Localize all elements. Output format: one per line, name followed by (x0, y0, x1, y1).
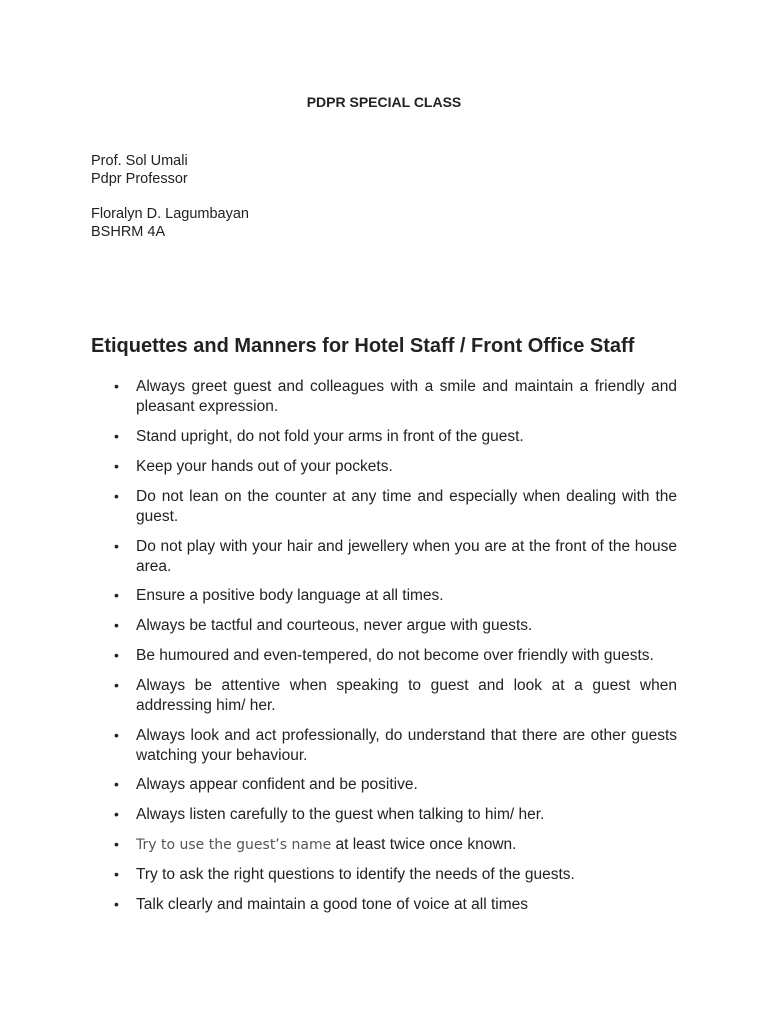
list-item-text-part1: Try to use the guest’s name (136, 837, 332, 853)
list-item-text: Do not lean on the counter at any time and especially when dealing with the guest. (136, 488, 677, 525)
bullet-icon: • (114, 896, 119, 912)
bullet-icon: • (114, 866, 119, 882)
bullet-icon: • (114, 806, 119, 822)
student-name: Floralyn D. Lagumbayan (91, 206, 249, 222)
professor-role: Pdpr Professor (91, 171, 188, 187)
document-title: PDPR SPECIAL CLASS (306, 94, 462, 110)
bullet-icon: • (114, 776, 119, 792)
bullet-icon: • (114, 836, 119, 852)
professor-info (91, 152, 188, 188)
list-item-text: Stand upright, do not fold your arms in front of the guest. (136, 428, 524, 445)
student-info (91, 205, 249, 241)
bullet-icon: • (114, 617, 119, 633)
bullet-icon: • (114, 587, 119, 603)
bullet-icon: • (114, 458, 119, 474)
bullet-icon: • (114, 727, 119, 743)
list-item-text: Always be tactful and courteous, never argue with guests. (136, 617, 533, 634)
list-item-text: Talk clearly and maintain a good tone of voice at all times (136, 896, 529, 913)
bullet-icon: • (114, 647, 119, 663)
list-item-text (136, 835, 677, 856)
bullet-icon: • (114, 677, 119, 693)
section-heading: Etiquettes and Manners for Hotel Staff / Front Office Staff (91, 335, 635, 357)
list-item-text: Try to ask the right questions to identify the needs of the guests. (136, 866, 575, 883)
bullet-icon: • (114, 538, 119, 554)
professor-name: Prof. Sol Umali (91, 153, 188, 169)
bullet-icon: • (114, 378, 119, 394)
list-item-text: Always look and act professionally, do understand that there are other guests watching your behaviour. (136, 727, 677, 764)
list-item-text: Keep your hands out of your pockets. (136, 458, 393, 475)
list-item-text-part2: at least twice once known. (331, 836, 517, 853)
list-item-text: Do not play with your hair and jewellery when you are at the front of the house area. (136, 538, 677, 575)
list-item-text: Always greet guest and colleagues with a smile and maintain a friendly and pleasant expression. (136, 378, 677, 415)
bullet-icon: • (114, 428, 119, 444)
bullet-icon: • (114, 488, 119, 504)
student-section: BSHRM 4A (91, 224, 166, 240)
list-item-text: Be humoured and even-tempered, do not become over friendly with guests. (136, 647, 654, 664)
list-item-text: Ensure a positive body language at all times. (136, 587, 444, 604)
list-item-text: Always listen carefully to the guest when talking to him/ her. (136, 806, 545, 823)
list-item-text: Always appear confident and be positive. (136, 776, 418, 793)
list-item-text: Always be attentive when speaking to guest and look at a guest when addressing him/ her. (136, 677, 677, 714)
